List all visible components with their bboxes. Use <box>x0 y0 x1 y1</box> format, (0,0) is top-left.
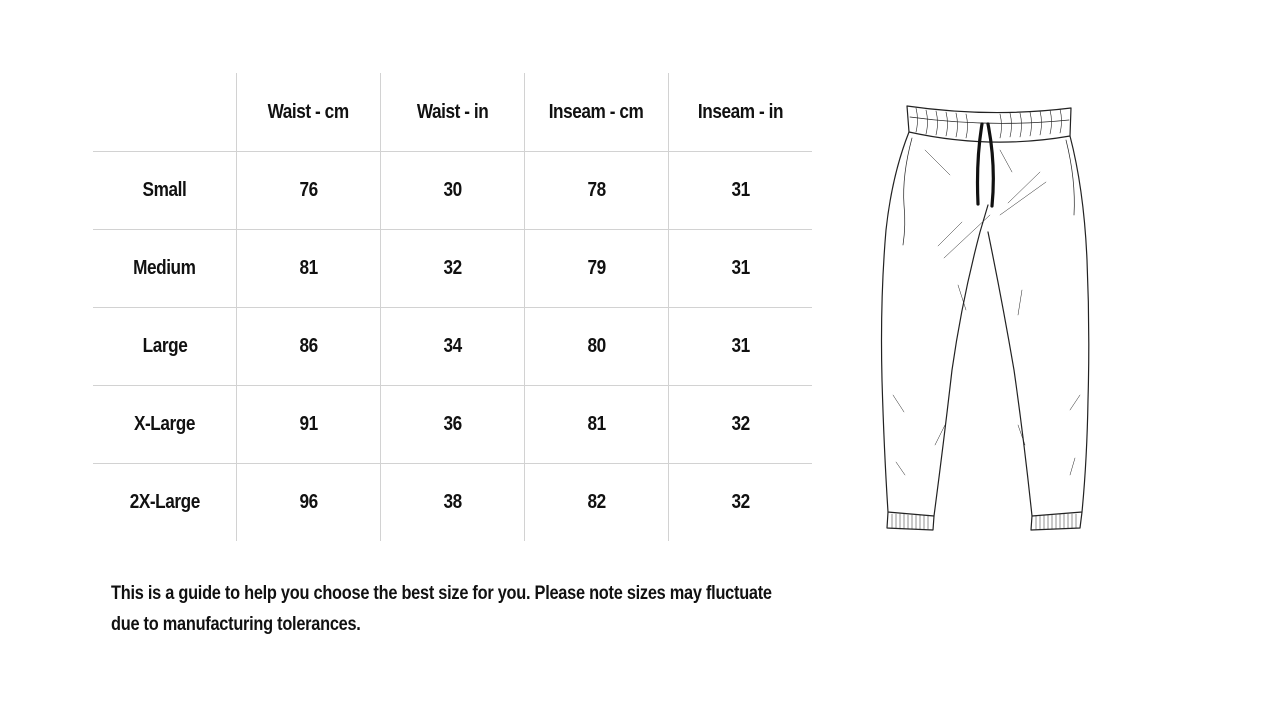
jogger-pants-icon <box>873 95 1097 535</box>
corner-header-cell <box>93 73 237 152</box>
inseam-in-cell: 31 <box>669 152 813 230</box>
waist-cm-cell: 81 <box>237 230 381 308</box>
waist-in-cell: 36 <box>381 386 525 464</box>
inseam-cm-cell: 79 <box>525 230 669 308</box>
inseam-in-cell: 31 <box>669 308 813 386</box>
waist-cm-cell: 91 <box>237 386 381 464</box>
inseam-cm-header: Inseam - cm <box>525 73 669 152</box>
inseam-cm-cell: 78 <box>525 152 669 230</box>
size-label-cell: 2X-Large <box>93 464 237 542</box>
waist-cm-cell: 76 <box>237 152 381 230</box>
waist-cm-cell: 96 <box>237 464 381 542</box>
size-label-cell: Small <box>93 152 237 230</box>
waist-in-cell: 30 <box>381 152 525 230</box>
waist-in-cell: 32 <box>381 230 525 308</box>
waist-in-header: Waist - in <box>381 73 525 152</box>
inseam-cm-cell: 80 <box>525 308 669 386</box>
size-guide-note <box>111 578 811 640</box>
note-line-1: This is a guide to help you choose the best size for you. Please note sizes may fluctuate <box>111 583 772 604</box>
header-row <box>93 73 812 152</box>
note-line-2: due to manufacturing tolerances. <box>111 614 361 635</box>
waist-in-cell: 38 <box>381 464 525 542</box>
size-chart-table <box>93 73 812 541</box>
inseam-in-cell: 32 <box>669 386 813 464</box>
waist-cm-header: Waist - cm <box>237 73 381 152</box>
size-label-cell: X-Large <box>93 386 237 464</box>
waist-cm-cell: 86 <box>237 308 381 386</box>
inseam-in-header: Inseam - in <box>669 73 813 152</box>
size-label-cell: Large <box>93 308 237 386</box>
inseam-in-cell: 31 <box>669 230 813 308</box>
table-row <box>93 464 812 542</box>
size-label-cell: Medium <box>93 230 237 308</box>
inseam-in-cell: 32 <box>669 464 813 542</box>
table-row <box>93 230 812 308</box>
table-row <box>93 386 812 464</box>
inseam-cm-cell: 81 <box>525 386 669 464</box>
table-row <box>93 308 812 386</box>
waist-in-cell: 34 <box>381 308 525 386</box>
inseam-cm-cell: 82 <box>525 464 669 542</box>
table-row <box>93 152 812 230</box>
